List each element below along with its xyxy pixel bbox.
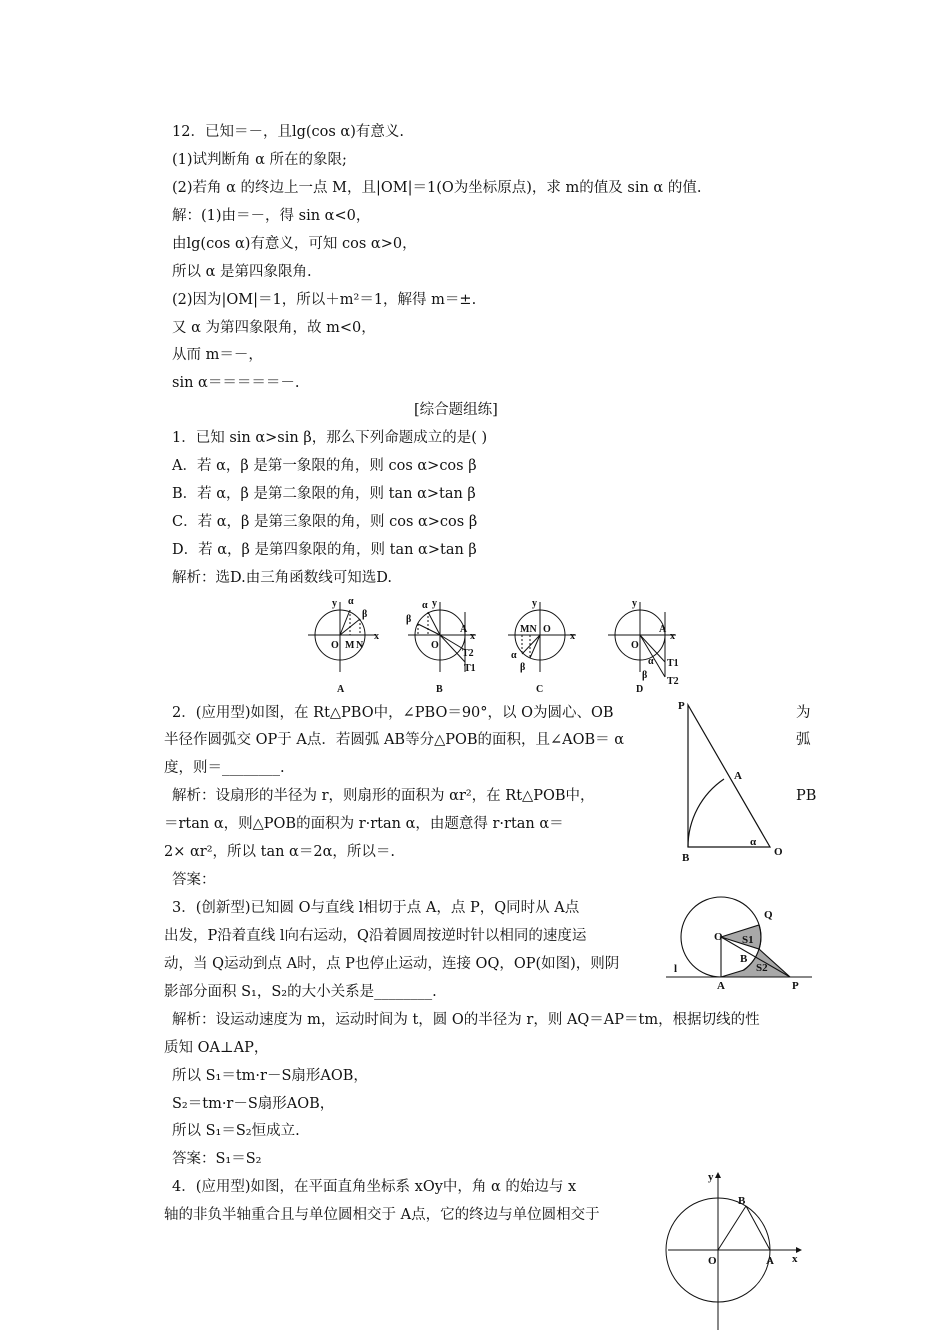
fig1-b-t2-label: T2: [462, 648, 474, 659]
q3-line3: 动，当 Q运动到点 A时，点 P也停止运动，连接 OQ，OP(如图)，则阴: [164, 956, 620, 972]
q1-option-a: A．若 α，β 是第一象限的角，则 cos α>cos β: [172, 458, 477, 474]
fig1-b-a-label: A: [460, 624, 468, 635]
fig1-d-x-label: x: [670, 631, 675, 642]
fig1-d-beta-label: β: [642, 670, 648, 681]
q2-line1-end: 为: [796, 705, 811, 721]
fig1-a-n-label: N: [356, 640, 364, 651]
q3-line1: 3．(创新型)已知圆 O与直线 l相切于点 A，点 P，Q同时从 A点: [172, 900, 580, 916]
q1-solution: 解析：选D.由三角函数线可知选D.: [172, 570, 392, 586]
q4-line1: 4．(应用型)如图，在平面直角坐标系 xOy中，角 α 的始边与 x: [172, 1179, 577, 1195]
fig4-x-label: x: [792, 1253, 798, 1265]
q2-line3: 度，则＝________.: [164, 760, 285, 776]
fig4-a-label: A: [766, 1255, 774, 1267]
fig1-a-m-label: M: [345, 640, 355, 651]
fig3-b-label: B: [740, 953, 748, 965]
fig1-panel-a-label: A: [337, 684, 345, 695]
q1-option-c: C．若 α，β 是第三象限的角，则 cos α>cos β: [172, 514, 478, 530]
trig-lines-figure: [300, 592, 690, 698]
fig2-b-label: B: [682, 852, 690, 864]
q2-sol-3: 2× αr²，所以 tan α＝2α，所以＝.: [164, 844, 395, 860]
fig2-p-label: P: [678, 700, 685, 712]
circle-tangent-figure: [664, 896, 814, 992]
fig1-b-beta-label: β: [406, 614, 412, 625]
fig1-panel-b-label: B: [436, 684, 443, 695]
q1-option-b: B．若 α，β 是第二象限的角，则 tan α>tan β: [172, 486, 476, 502]
unit-circle-figure: [664, 1170, 804, 1338]
q12-part1: (1)试判断角 α 所在的象限;: [172, 152, 347, 168]
q3-sol-5: 所以 S₁＝S₂恒成立.: [172, 1123, 300, 1139]
fig1-b-alpha-label: α: [422, 600, 428, 611]
fig1-a-alpha-label: α: [348, 596, 354, 607]
q12-sol-1: 解：(1)由＝－，得 sin α<0，: [172, 208, 371, 224]
q12-sol-6: 从而 m＝－，: [172, 347, 263, 363]
fig1-panel-c-label: C: [536, 684, 544, 695]
q3-line2: 出发，P沿着直线 l向右运动，Q沿着圆周按逆时针以相同的速度运: [164, 928, 587, 944]
fig3-s1-label: S1: [742, 934, 754, 946]
fig1-d-alpha-label: α: [648, 656, 654, 667]
fig1-a-y-label: y: [332, 598, 337, 609]
fig3-s2-label: S2: [756, 962, 768, 974]
fig4-o-label: O: [708, 1255, 717, 1267]
fig1-b-o-label: O: [431, 640, 439, 651]
q12-title: 12．已知＝－，且lg(cos α)有意义.: [172, 124, 404, 140]
fig3-p-label: P: [792, 980, 799, 992]
fig4-y-label: y: [708, 1171, 714, 1183]
q2-line2: 半径作圆弧交 OP于 A点．若圆弧 AB等分△POB的面积，且∠AOB＝ α: [164, 732, 625, 748]
q3-sol-4: S₂＝tm·r－S扇形AOB，: [172, 1096, 335, 1112]
q12-part2: (2)若角 α 的终边上一点 M，且|OM|＝1(O为坐标原点)，求 m的值及 sin α 的值.: [172, 180, 702, 196]
fig3-a-label: A: [717, 980, 725, 992]
fig2-alpha-label: α: [750, 836, 757, 848]
fig1-a-o-label: O: [331, 640, 339, 651]
q3-line4: 影部分面积 S₁，S₂的大小关系是________.: [164, 984, 437, 1000]
q2-sol-2: ＝rtan α，则△POB的面积为 r·rtan α，由题意得 r·rtan α＝: [164, 816, 564, 832]
fig1-d-a-label: A: [659, 624, 667, 635]
fig1-d-y-label: y: [632, 598, 637, 609]
fig1-c-y-label: y: [532, 598, 537, 609]
q3-answer: 答案：S₁＝S₂: [172, 1151, 262, 1167]
triangle-pbo-figure: [674, 695, 794, 865]
fig3-l-label: l: [674, 963, 678, 975]
fig1-c-beta-label: β: [520, 662, 526, 673]
q2-sol-1-end: PB: [796, 788, 817, 804]
q12-sol-2: 由lg(cos α)有意义，可知 cos α>0，: [172, 236, 417, 252]
fig1-d-o-label: O: [631, 640, 639, 651]
fig1-panel-d-label: D: [636, 684, 644, 695]
q2-line2-end: 弧: [796, 732, 811, 748]
q1-option-d: D．若 α，β 是第四象限的角，则 tan α>tan β: [172, 542, 477, 558]
fig1-a-beta-label: β: [362, 609, 368, 620]
fig4-b-label: B: [738, 1195, 746, 1207]
fig1-c-alpha-label: α: [511, 650, 517, 661]
fig1-d-t2-label: T2: [667, 676, 679, 687]
section-heading: [综合题组练]: [414, 402, 498, 418]
fig1-c-x-label: x: [570, 631, 575, 642]
q2-answer: 答案：: [172, 872, 216, 888]
q12-sol-4: (2)因为|OM|＝1，所以＋m²＝1，解得 m＝±.: [172, 292, 477, 308]
fig2-a-label: A: [734, 770, 742, 782]
q3-sol-1: 解析：设运动速度为 m，运动时间为 t，圆 O的半径为 r，则 AQ＝AP＝tm，根据切线的性: [172, 1012, 760, 1028]
q2-sol-1: 解析：设扇形的半径为 r，则扇形的面积为 αr²，在 Rt△POB中，: [172, 788, 595, 804]
fig1-a-x-label: x: [374, 631, 379, 642]
q12-sol-7: sin α＝＝＝＝＝－.: [172, 375, 300, 391]
fig1-b-t1-label: T1: [464, 663, 476, 674]
fig1-b-x-label: x: [470, 631, 475, 642]
fig3-q-label: Q: [764, 909, 773, 921]
q3-sol-3: 所以 S₁＝tm·r－S扇形AOB，: [172, 1068, 368, 1084]
q3-sol-2: 质知 OA⊥AP，: [164, 1040, 269, 1056]
fig1-c-o-label: O: [543, 624, 551, 635]
fig3-o-label: O: [714, 931, 723, 943]
fig1-d-t1-label: T1: [667, 658, 679, 669]
fig2-o-label: O: [774, 846, 783, 858]
q2-line1: 2．(应用型)如图，在 Rt△PBO中，∠PBO＝90°，以 O为圆心、OB: [172, 705, 614, 721]
q4-line2: 轴的非负半轴重合且与单位圆相交于 A点，它的终边与单位圆相交于: [164, 1207, 600, 1223]
q12-sol-3: 所以 α 是第四象限角.: [172, 264, 312, 280]
q12-sol-5: 又 α 为第四象限角，故 m<0，: [172, 320, 376, 336]
fig1-b-y-label: y: [432, 598, 437, 609]
fig1-c-mn-label: MN: [520, 624, 537, 635]
q1-title: 1．已知 sin α>sin β，那么下列命题成立的是( ): [172, 430, 488, 446]
